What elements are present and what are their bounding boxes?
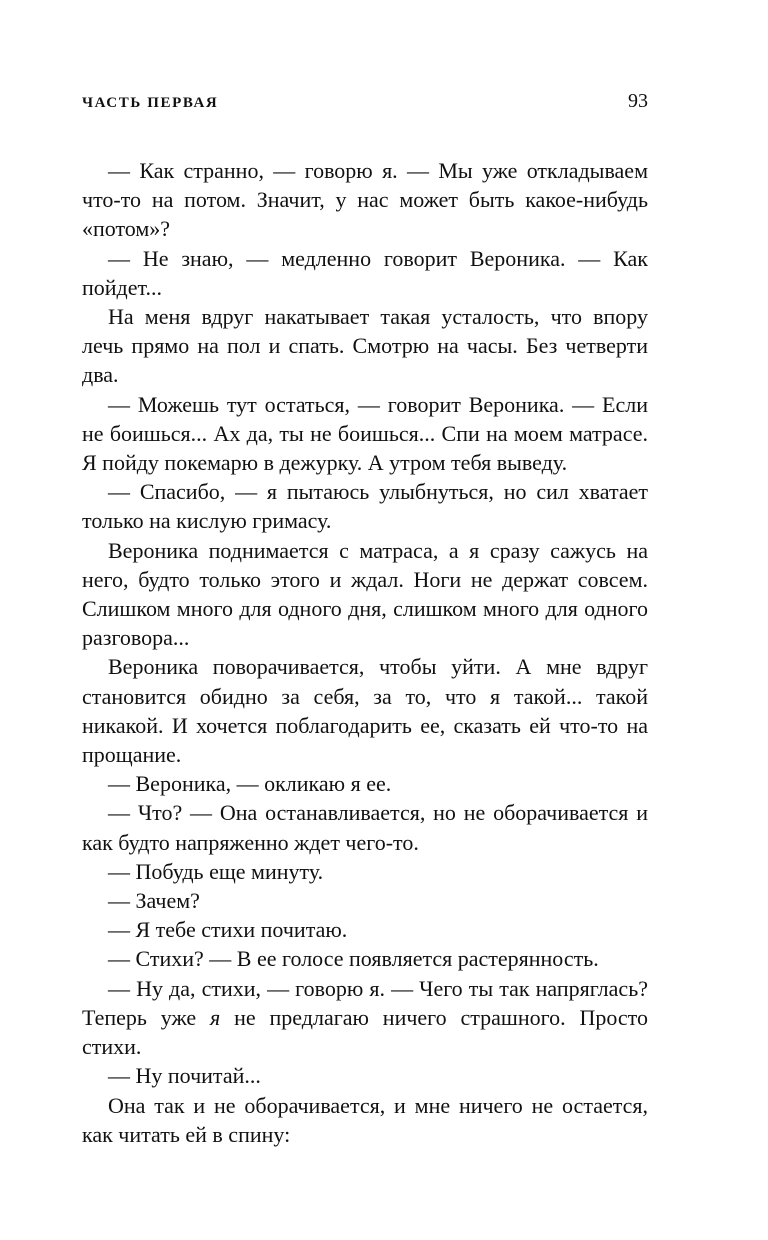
page-number: 93 xyxy=(628,90,648,112)
paragraph: На меня вдруг накатывает такая усталость, что впору лечь прямо на пол и спать. Смотрю на часы. Без четверти два. xyxy=(82,304,648,388)
body-text xyxy=(82,156,648,1149)
paragraph: — Стихи? — В ее голосе появляется растерянность. xyxy=(108,946,599,972)
paragraph: — Вероника, — окликаю я ее. xyxy=(108,771,392,797)
paragraph-text: не предлагаю ничего страшного. Просто стихи. xyxy=(82,1004,648,1060)
paragraph: — Спасибо, — я пытаюсь улыбнуться, но сил хватает только на кислую гримасу. xyxy=(82,479,648,534)
paragraph: — Побудь еще минуту. xyxy=(108,858,324,884)
paragraph-text: — Ну да, стихи, — говорю я. — Чего ты так напряглась? Теперь уже xyxy=(82,975,648,1030)
paragraph: — Ну почитай... xyxy=(108,1063,261,1089)
paragraph: — Можешь тут остаться, — говорит Вероника. — Если не боишься... Ах да, ты не боишься... Спи на моем матрасе. Я пойду покемарю в дежурку. А утром тебя выведу. xyxy=(82,391,648,476)
book-page xyxy=(82,90,648,1149)
paragraph xyxy=(82,974,648,1062)
running-head xyxy=(82,90,648,122)
emphasized-word: я xyxy=(210,1004,221,1030)
paragraph: — Зачем? xyxy=(108,888,200,914)
paragraph: — Не знаю, — медленно говорит Вероника. — Как пойдет... xyxy=(82,245,648,300)
paragraph: — Что? — Она останавливается, но не оборачивается и как будто напряженно ждет чего-то. xyxy=(82,800,648,855)
paragraph: Вероника поднимается с матраса, а я сразу сажусь на него, будто только этого и ждал. Ноги не держат совсем. Слишком много для одного дня, слишком много для одного разговора... xyxy=(82,537,648,651)
section-title: ЧАСТЬ ПЕРВАЯ xyxy=(82,95,219,111)
paragraph: — Как странно, — говорю я. — Мы уже откладываем что-то на потом. Значит, у нас может быть какое-нибудь «потом»? xyxy=(82,158,648,242)
paragraph: Она так и не оборачивается, и мне ничего не остается, как читать ей в спину: xyxy=(82,1092,648,1147)
paragraph: Вероника поворачивается, чтобы уйти. А мне вдруг становится обидно за себя, за то, что я такой... такой никакой. И хочется поблагодарить ее, сказать ей что-то на прощание. xyxy=(82,654,648,768)
paragraph: — Я тебе стихи почитаю. xyxy=(108,917,348,943)
